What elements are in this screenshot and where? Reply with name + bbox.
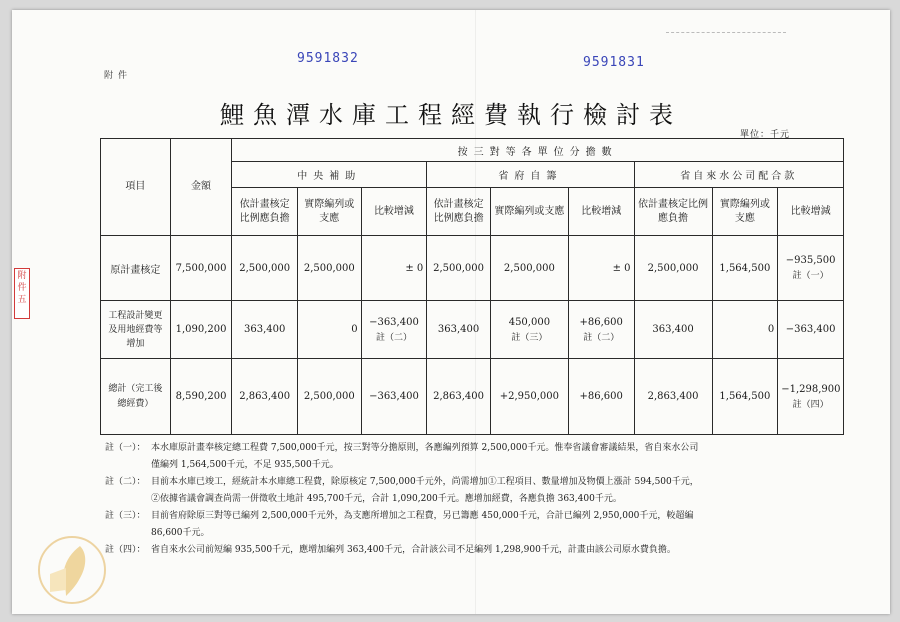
unit-label: 單位：千元 [740,130,791,140]
cell-central-estimate: 363,400 [232,301,298,359]
budget-table [100,138,844,435]
header-central-diff: 比較增減 [361,188,427,236]
serial-number-left: 9591832 [297,51,359,66]
note-tag: 註（二）： [105,477,146,487]
note-item [105,474,851,508]
document-page [12,10,890,614]
cell-water-actual: 1,564,500 [712,236,778,301]
note-line: 目前省府除原三對等已編列 2,500,000千元外，為支應所增加之工程費，另已籌應 450,000千元，合計已編列 2,950,000千元，較超編 [151,511,694,521]
cell-water-estimate: 363,400 [634,301,712,359]
note-reference: 註（一） [792,271,829,281]
cell-province-diff: ± 0 [568,236,634,301]
table-row [101,301,844,359]
row-total: 1,090,200 [170,301,232,359]
header-row-1 [101,139,844,162]
attachment-label: 附件 [104,71,133,81]
header-total: 金額 [170,139,232,236]
serial-number-right: 9591831 [583,55,645,70]
row-item: 工程設計變更及用地經費等增加 [101,301,171,359]
header-water-actual: 實際編列或支應 [712,188,778,236]
row-total: 8,590,200 [170,359,232,435]
header-province-diff: 比較增減 [568,188,634,236]
cell-province-estimate: 2,500,000 [427,236,491,301]
header-central-estimate: 依計畫核定比例應負擔 [232,188,298,236]
cell-province-actual: 2,500,000 [490,236,568,301]
header-province-estimate: 依計畫核定比例應負擔 [427,188,491,236]
note-reference: 註（四） [792,399,829,410]
note-line: ②依據省議會調查尚需一併徵收土地計 495,700千元，合計 1,090,200千元。應增加經費，各應負擔 363,400千元。 [151,494,622,504]
note-text [151,440,851,474]
archive-logo-icon [36,534,108,606]
cell-central-diff: ± 0 [361,236,427,301]
cell-central-estimate: 2,863,400 [232,359,298,435]
header-water-diff: 比較增減 [778,188,844,236]
note-text [151,508,851,542]
cell-province-diff: +86,600 [568,359,634,435]
cell-water-estimate: 2,863,400 [634,359,712,435]
note-tag: 註（三）： [105,511,146,521]
cell-province-actual [490,301,568,359]
note-reference: 註（二） [375,332,412,343]
cell-water-diff [778,236,844,301]
note-tag: 註（一）： [105,443,146,453]
note-item [105,508,851,542]
header-central-actual: 實際編列或支應 [298,188,362,236]
cell-province-diff [568,301,634,359]
note-line: 目前本水庫已竣工，經統計本水庫總工程費，除原核定 7,500,000千元外，尚需增加①工程項目、數量增加及物價上漲計 594,500千元， [151,477,699,487]
cell-central-diff: −363,400 [361,359,427,435]
note-reference: 註（三） [511,332,548,343]
header-central: 中央補助 [232,162,427,188]
cell-central-actual: 2,500,000 [298,236,362,301]
cell-central-diff [361,301,427,359]
note-line: 僅編列 1,564,500千元，不足 935,500千元。 [151,460,339,470]
header-water-company: 省自來水公司配合款 [634,162,843,188]
header-item: 項目 [101,139,171,236]
note-text [151,542,851,559]
cell-province-estimate: 363,400 [427,301,491,359]
diff-value: +86,600 [579,316,623,328]
document-title: 鯉魚潭水庫工程經費執行檢討表 [220,101,682,129]
note-line: 86,600千元。 [151,528,210,538]
cell-central-actual: 2,500,000 [298,359,362,435]
notes-section [105,440,851,559]
diff-value: −363,400 [369,316,419,328]
cell-water-diff [778,359,844,435]
diff-value: −1,298,900 [781,383,841,395]
cell-central-actual: 0 [298,301,362,359]
note-text [151,474,851,508]
cell-water-estimate: 2,500,000 [634,236,712,301]
header-province: 省府自籌 [427,162,634,188]
cell-central-estimate: 2,500,000 [232,236,298,301]
header-group: 按三對等各單位分擔數 [232,139,844,162]
row-total: 7,500,000 [170,236,232,301]
dashed-mark [666,32,786,34]
note-line: 本水庫原計畫奉核定總工程費 7,500,000千元，按三對等分擔原則，各應編列預算 2,500,000千元。惟奉省議會審議結果，省自來水公司 [151,443,699,453]
cell-water-diff: −363,400 [778,301,844,359]
cell-province-actual: +2,950,000 [490,359,568,435]
diff-value: −935,500 [785,255,836,266]
row-item: 原計畫核定 [101,236,171,301]
row-item: 總計（完工後總經費） [101,359,171,435]
note-tag: 註（四）： [105,545,146,555]
note-item [105,542,851,559]
note-item [105,440,851,474]
cell-province-estimate: 2,863,400 [427,359,491,435]
header-province-actual: 實際編列或支應 [490,188,568,236]
cell-water-actual: 0 [712,301,778,359]
actual-value: 450,000 [508,316,551,328]
note-reference: 註（二） [583,332,620,343]
header-water-estimate: 依計畫核定比例應負擔 [634,188,712,236]
attachment-stamp: 附件五 [14,268,30,319]
table-row [101,359,844,435]
cell-water-actual: 1,564,500 [712,359,778,435]
table-row [101,236,844,301]
note-line: 省自來水公司前短編 935,500千元，應增加編列 363,400千元，合計該公司不足編列 1,298,900千元，計畫由該公司原水費負擔。 [151,545,676,555]
